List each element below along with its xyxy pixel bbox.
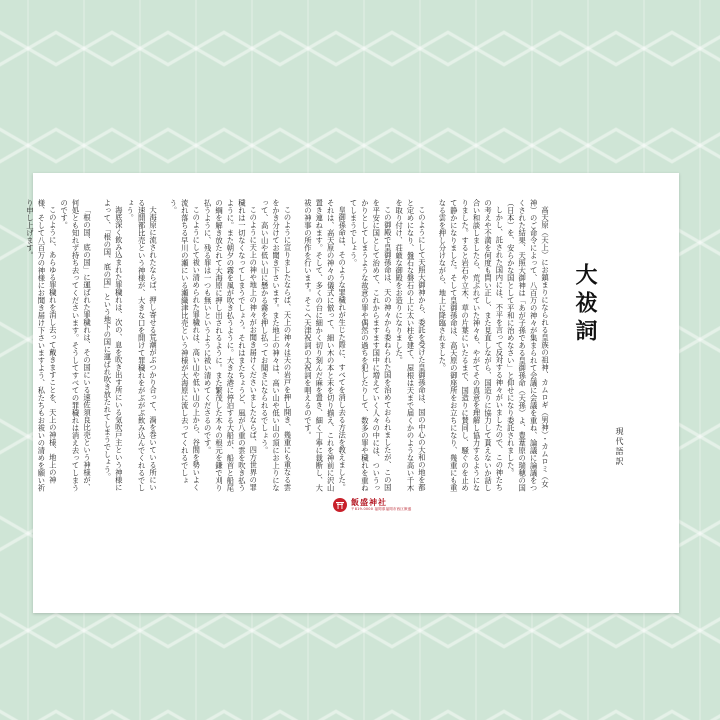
shrine-address: 〒819-0000 福岡県福岡市西区飯盛: [351, 507, 412, 512]
paragraph: このように天上の神や地上の神々がお聞き届けくださいましたならば、四方世界の罪穢れは一切なくなってしまうでしょう。それはまたちょうど、風が八重の雲を吹き払うように。また朝夕の霧を風が吹き払うように。大きな港に停泊する大船が、船首と船尾の綱を解き放たれて大海原に押し出されるように。また繁茂した木々の根元を鎌で刈り払うように、残る罪は一つも無いというように祓い清めてくださるのです。: [203, 199, 259, 492]
paragraph: このようにして祓い清められた罪穢れは、高い山や低い山の上から、谷間を勢いよく流れ落ちる早川の瀬にいる瀬織津比売という神様が大海原に流し去ってくれるでしょう。: [169, 199, 202, 492]
paragraph: 大海原に流されたならば、押し寄せる荒潮がぶつかり合って、渦を巻いている所にいる速開都比売という神様が、大きな口を開けて罪穢れをがぶがぶ飲み込んでくれるでしょう。: [126, 199, 158, 492]
paragraph: 高天原（天上）にお鎮まりになられる皇族の祖神、カムロギ（男神）・カムロミ（女神）のご命令によって、八百万の神々が集まられて会議に会議を重ね、論議に論議をつくされた結果、天照大御神は「あが子孫である皇御孫命（天孫）よ、豊葦原の瑞穂の国（日本）を、安らかな国として平和に治めなさい」と仰せになり委託されました。: [506, 199, 550, 492]
shrine-crest-icon: [333, 498, 347, 512]
paragraph: この御殿で皇御孫命は、天の神々から委ねられた国を治めておられましたが、この国を平安に国として治めて、これからますます国中に増えていく人々の中には、ついうっかりとしてしまうような故意の罪や偶然の過ちを犯したりして、数多の罪や穢れを重ねてしまうでしょう。: [349, 199, 393, 492]
paragraph: 皇御孫命は、そのような罪穢れが生じた際に、すべてを消し去る方法を教えました。それは、高天原の神々の儀式に倣って、細い木の本と末を切り揃え、これを神前に沢山置き連ねます。そして、多くの台に細かく切り刻んだ麻を置き、細く丁寧に裁断し、大祓の神事の所作を行います。そこへ天津祝詞の太祝詞を唱えるのです。: [303, 199, 348, 492]
document-title: 大祓詞: [572, 263, 598, 347]
shrine-name: 飯盛神社: [351, 497, 387, 508]
paragraph: このように宣りましたならば、天上の神々は天の岩戸を押し開き、幾重にも重なる雲をかき分けてお聞き下さいます。また地上の神々は、高い山や低い山の頂にお上りになって、高い山や低い山に懸かる霧を押し払ってお聞きになられるでしょう。: [260, 199, 293, 492]
document-subtitle: 現代語訳: [615, 427, 624, 467]
paragraph: しかし、託された国内には、不平を言って反対する神々がいましたので、この神たちの考えや不満を何度も問い正し、また見直しながら、国造りに協力して貰えないか話し合い和談しましたら、荒ぶれていた神々も、やがてその真意を理解し協力するようになりました。すると岩石や立木、草の片葉にいたるまで、国造りに賛同し、騒ぐのを止めて静かになりました。そして皇御孫命は、高天原の御座所をお立ちになり、幾重にも重なる雲を押し分けながら、地上に降臨されました。: [438, 199, 505, 492]
paragraph: 海底深く飲み込まれた罪穢れは、次の、息を吹き出す所にいる気吹戸主という神様によって、「根の国、底の国」という地下の国に運ばれ吹き放たれてしまうでしょう。: [103, 199, 124, 492]
document-body: [25, 199, 551, 495]
paragraph: このように、あらゆる罪穢れを消し去って戴きますことを、天上の神様、地上の神様、そして八百万の神様にお聞き届け下さいますよう、私たちもお祓いの清めを願い祈り申し上げます。: [25, 199, 58, 492]
document-sheet: [25, 173, 679, 613]
paragraph: 「根の国、底の国」に運ばれた罪穢れは、その国にいる速佐須良比売という神様が、何処とも知れず持ち去ってくださいます。そうしてすべての罪穢れは消え去ってしまうのです。: [60, 199, 92, 492]
paragraph: このようにして天照大御神から、委託を受けた皇御孫命は、国の中心の大和の地を都と定めになり、盤石な磐石の上に太い柱を建て、屋根は天まで届くかのような高い千木を取り付け、荘厳な御殿をお造りになりました。: [395, 199, 427, 492]
shrine-seal: [333, 498, 411, 512]
